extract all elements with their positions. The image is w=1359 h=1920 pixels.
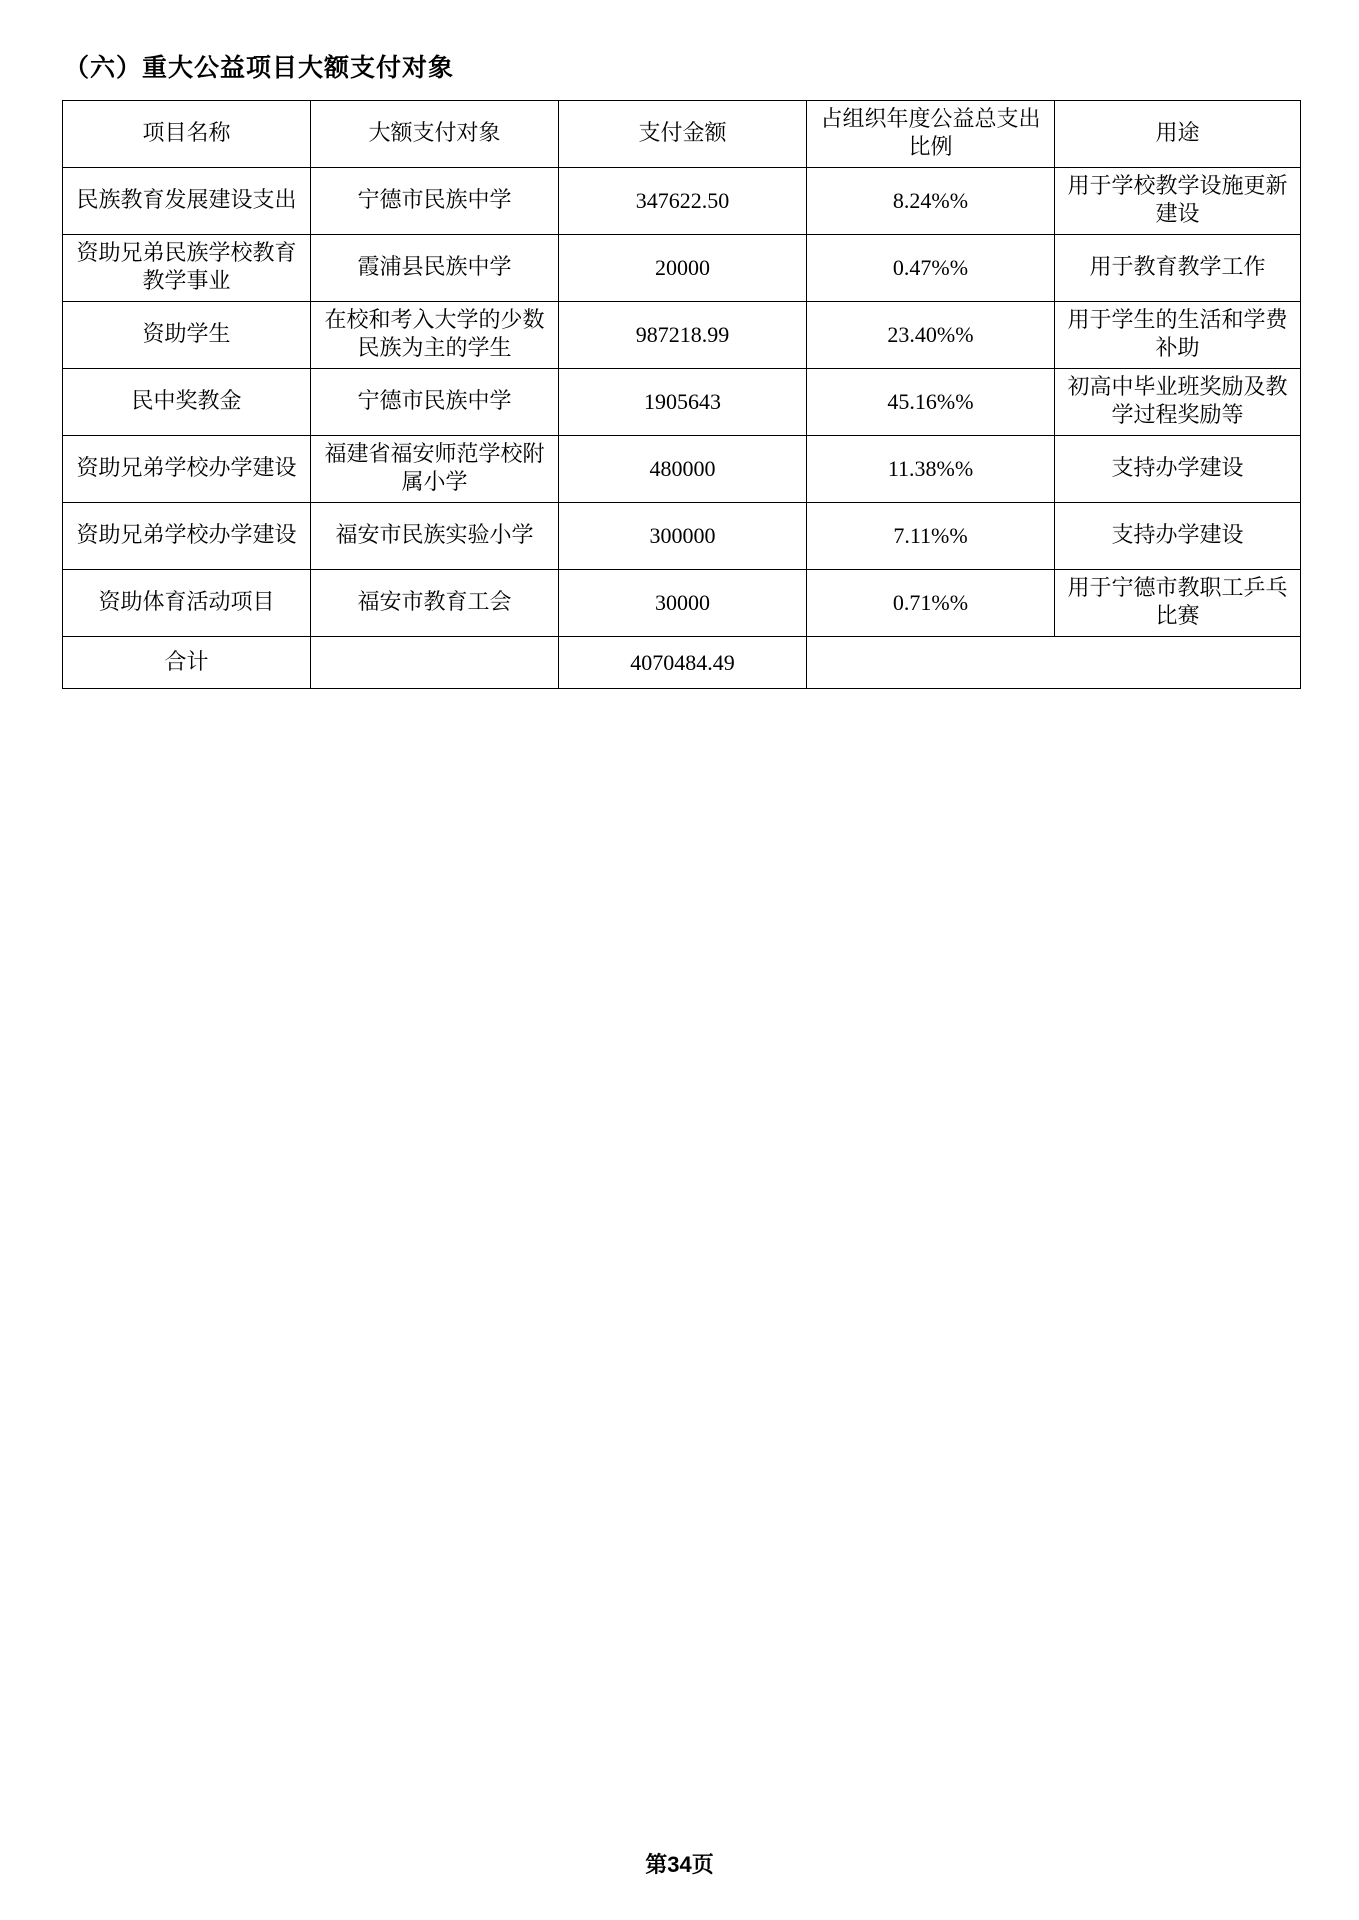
cell-purpose: 用于学校教学设施更新建设 [1055, 168, 1301, 235]
cell-amount: 30000 [559, 570, 807, 637]
cell-amount: 987218.99 [559, 302, 807, 369]
cell-ratio: 45.16%% [807, 369, 1055, 436]
cell-project-name: 资助兄弟民族学校教育教学事业 [63, 235, 311, 302]
cell-purpose: 用于学生的生活和学费补助 [1055, 302, 1301, 369]
cell-ratio: 23.40%% [807, 302, 1055, 369]
cell-project-name: 资助体育活动项目 [63, 570, 311, 637]
table-total-row [63, 637, 1301, 689]
table-row [63, 168, 1301, 235]
header-amount: 支付金额 [559, 101, 807, 168]
large-payment-table [62, 100, 1301, 689]
cell-project-name: 资助学生 [63, 302, 311, 369]
table-row [63, 235, 1301, 302]
cell-ratio: 0.47%% [807, 235, 1055, 302]
cell-payee: 福安市教育工会 [311, 570, 559, 637]
page-number: 第34页 [645, 1852, 714, 1877]
cell-payee: 福建省福安师范学校附属小学 [311, 436, 559, 503]
cell-amount: 480000 [559, 436, 807, 503]
header-purpose: 用途 [1055, 101, 1301, 168]
cell-project-name: 资助兄弟学校办学建设 [63, 436, 311, 503]
total-amount: 4070484.49 [559, 637, 807, 689]
cell-amount: 347622.50 [559, 168, 807, 235]
cell-ratio: 8.24%% [807, 168, 1055, 235]
table-row [63, 436, 1301, 503]
table-header-row [63, 101, 1301, 168]
table-row [63, 369, 1301, 436]
cell-purpose: 支持办学建设 [1055, 436, 1301, 503]
total-remainder [807, 637, 1301, 689]
cell-purpose: 支持办学建设 [1055, 503, 1301, 570]
cell-amount: 1905643 [559, 369, 807, 436]
total-payee [311, 637, 559, 689]
cell-payee: 在校和考入大学的少数民族为主的学生 [311, 302, 559, 369]
cell-ratio: 7.11%% [807, 503, 1055, 570]
cell-amount: 20000 [559, 235, 807, 302]
cell-project-name: 民中奖教金 [63, 369, 311, 436]
header-payee: 大额支付对象 [311, 101, 559, 168]
table-row [63, 503, 1301, 570]
cell-purpose: 用于宁德市教职工乒乓比赛 [1055, 570, 1301, 637]
table-row [63, 302, 1301, 369]
cell-payee: 宁德市民族中学 [311, 369, 559, 436]
cell-project-name: 民族教育发展建设支出 [63, 168, 311, 235]
cell-purpose: 初高中毕业班奖励及教学过程奖励等 [1055, 369, 1301, 436]
cell-payee: 霞浦县民族中学 [311, 235, 559, 302]
header-ratio: 占组织年度公益总支出比例 [807, 101, 1055, 168]
cell-purpose: 用于教育教学工作 [1055, 235, 1301, 302]
cell-payee: 福安市民族实验小学 [311, 503, 559, 570]
cell-amount: 300000 [559, 503, 807, 570]
cell-ratio: 0.71%% [807, 570, 1055, 637]
section-title: （六）重大公益项目大额支付对象 [64, 53, 455, 82]
table-row [63, 570, 1301, 637]
total-label: 合计 [63, 637, 311, 689]
cell-ratio: 11.38%% [807, 436, 1055, 503]
cell-payee: 宁德市民族中学 [311, 168, 559, 235]
header-project-name: 项目名称 [63, 101, 311, 168]
cell-project-name: 资助兄弟学校办学建设 [63, 503, 311, 570]
